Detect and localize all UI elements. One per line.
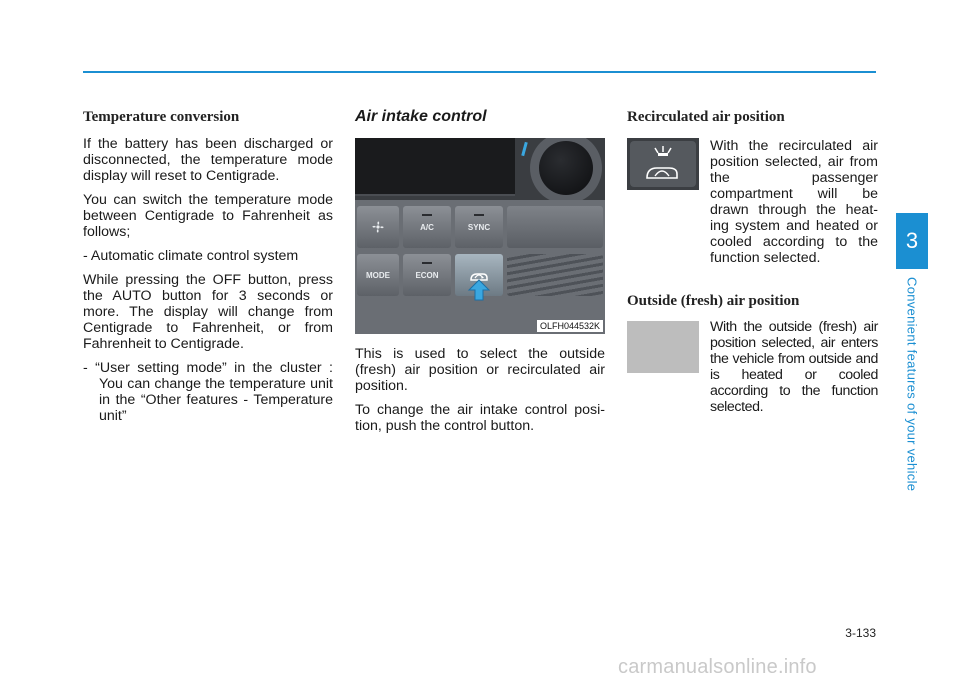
ac-label: A/C bbox=[420, 222, 434, 232]
recirculation-lamp-icon bbox=[627, 138, 699, 190]
page-number: 3-133 bbox=[845, 626, 876, 640]
sync-label: SYNC bbox=[467, 222, 491, 232]
blank-button-top bbox=[507, 206, 603, 248]
vent-grille bbox=[507, 254, 603, 296]
paragraph-battery: If the battery has been discharged or disconnected, the temperature mode display will reset to Centigrade. bbox=[83, 136, 333, 184]
econ-label: ECON bbox=[415, 270, 439, 280]
paragraph-user-setting: - “User setting mode” in the cluster : You can change the temperature unit in the “Other features - Temperature unit” bbox=[83, 360, 333, 424]
paragraph-air-intake-purpose: This is used to select the outside (fresh) air position or recirculated air position. bbox=[355, 346, 605, 394]
paragraph-off-auto: While pressing the OFF button, press the AUTO button for 3 seconds or more. The display will change from Centigrade to Fahrenheit, or from Fahrenheit to Centigrade. bbox=[83, 272, 333, 352]
fan-icon bbox=[370, 219, 386, 235]
econ-button bbox=[403, 254, 451, 296]
panel-display bbox=[355, 138, 515, 196]
chapter-label-text: Convenient features of your vehicle bbox=[904, 276, 920, 492]
heading-outside-air: Outside (fresh) air position bbox=[627, 293, 800, 309]
mode-label: MODE bbox=[366, 270, 390, 280]
heading-temperature-conversion: Temperature conversion bbox=[83, 109, 240, 125]
photo-code: OLFH044532K bbox=[537, 320, 603, 332]
outside-air-image bbox=[627, 321, 699, 373]
watermark: carmanualsonline.info bbox=[618, 656, 817, 678]
heading-air-intake-control: Air intake control bbox=[355, 108, 487, 125]
heading-recirculated-air: Recirculated air position bbox=[627, 109, 785, 125]
column-temperature-conversion bbox=[83, 108, 333, 432]
fan-button bbox=[357, 206, 399, 248]
blue-indicator bbox=[521, 142, 528, 156]
column-air-positions bbox=[627, 108, 877, 428]
sync-button bbox=[455, 206, 503, 248]
arrow-up-icon bbox=[467, 278, 491, 302]
recirculated-air-image bbox=[627, 138, 699, 190]
paragraph-recirculated: With the recirculated air position selected, air from the passenger compartment will be drawn through the heat-ing system and heated or cooled according to the function selected. bbox=[710, 138, 878, 266]
chapter-tab: 3 bbox=[896, 213, 928, 269]
paragraph-air-intake-change: To change the air intake control posi-tion, push the control button. bbox=[355, 402, 605, 434]
column-air-intake bbox=[355, 108, 605, 442]
paragraph-auto-climate: - Automatic climate control system bbox=[83, 248, 299, 264]
mode-button bbox=[357, 254, 399, 296]
climate-panel-photo bbox=[355, 138, 605, 334]
paragraph-outside-air: With the outside (fresh) air position selected, air enters the vehicle from outside and is heated or cooled according to the function selected. bbox=[710, 319, 878, 415]
top-rule bbox=[83, 71, 876, 73]
temperature-knob bbox=[539, 141, 593, 195]
ac-button bbox=[403, 206, 451, 248]
paragraph-switch-mode: You can switch the temperature mode between Centigrade to Fahrenheit as follows; bbox=[83, 192, 333, 240]
chapter-label bbox=[896, 272, 928, 496]
